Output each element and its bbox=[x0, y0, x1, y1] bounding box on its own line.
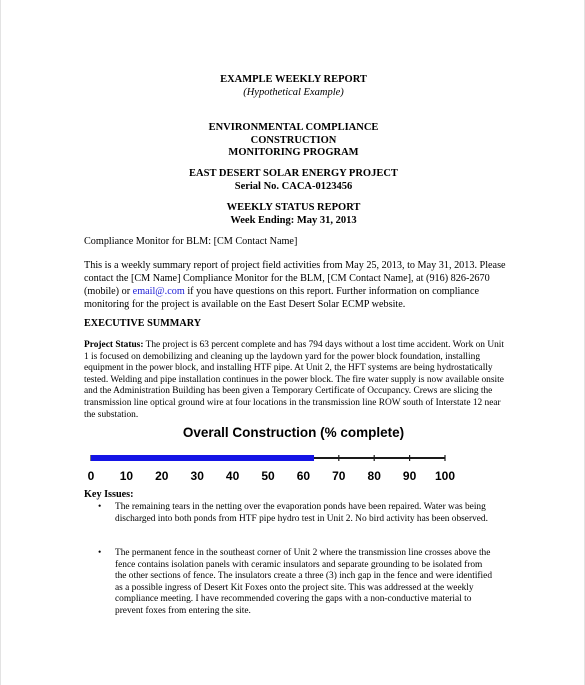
report-title-block bbox=[1, 74, 585, 99]
report-type: WEEKLY STATUS REPORT bbox=[226, 202, 361, 213]
program-line-2: CONSTRUCTION bbox=[250, 134, 337, 146]
key-issue-text: The remaining tears in the netting over the evaporation ponds have been repaired. Water was being discharged into both ponds from HTF pipe hydro test in Unit 2. No bird activity has been observed. bbox=[115, 502, 488, 524]
bullet-icon: • bbox=[98, 502, 102, 512]
week-ending: Week Ending: May 31, 2013 bbox=[230, 214, 357, 226]
chart-tick-label: 0 bbox=[87, 469, 95, 483]
program-title-block bbox=[1, 122, 585, 160]
progress-chart bbox=[87, 448, 457, 488]
chart-tick-label: 10 bbox=[119, 469, 134, 483]
email-link[interactable]: email@.com bbox=[132, 286, 185, 297]
report-subtitle: (Hypothetical Example) bbox=[243, 86, 344, 98]
project-name: EAST DESERT SOLAR ENERGY PROJECT bbox=[189, 168, 398, 179]
chart-tick-label: 70 bbox=[332, 469, 346, 483]
project-title-block bbox=[1, 168, 585, 193]
chart-tick-label: 80 bbox=[367, 469, 381, 483]
chart-tick-label: 20 bbox=[155, 469, 169, 483]
program-line-3: MONITORING PROGRAM bbox=[228, 147, 359, 158]
project-status-paragraph bbox=[84, 340, 507, 421]
executive-summary-heading: EXECUTIVE SUMMARY bbox=[84, 318, 202, 329]
serial-number: Serial No. CACA-0123456 bbox=[234, 180, 353, 192]
intro-text-1: This is a weekly summary report of project field activities from May 25, 2013, to May 31, 2013. Please contact the [CM Name] Compliance Monitor for the BLM, [CM Contact Name], at (916) 826-2670 (mobile) or bbox=[84, 260, 506, 297]
chart-tick-label: 60 bbox=[296, 469, 311, 483]
project-status-text: The project is 63 percent complete and has 794 days without a lost time accident. Work on Unit 1 is focused on demobilizing and cleaning up the laydown yard for the power block foundation, installing equipment in the power block, and installing HTF pipe. At Unit 2, the HFT systems are being hydrostatically tested. Welding and pipe installation continues in the power block. The fire water supply is now available onsite and the Administration Building has been given a Temporary Certificate of Occupancy. Crews are slicing the transmission line optical ground wire at four locations in the transmission line ROW south of Interstate 12 near the substation. bbox=[84, 340, 504, 420]
chart-tick-label: 50 bbox=[261, 469, 275, 483]
status-title-block bbox=[1, 202, 585, 227]
compliance-monitor-line: Compliance Monitor for BLM: [CM Contact Name] bbox=[84, 236, 298, 247]
program-line-1: ENVIRONMENTAL COMPLIANCE bbox=[208, 122, 379, 133]
key-issues-heading: Key Issues: bbox=[84, 489, 134, 500]
chart-tick-label: 90 bbox=[402, 469, 417, 483]
chart-title: Overall Construction (% complete) bbox=[182, 425, 405, 440]
intro-paragraph bbox=[84, 259, 514, 311]
chart-tick-label: 40 bbox=[225, 469, 240, 483]
key-issue-text: The permanent fence in the southeast corner of Unit 2 where the transmission line crosses above the fence contains isolation panels with ceramic insulators and separate grounding to be isolated from the other sections of fence. The insulators create a three (3) inch gap in the fence and were identified as a possible ingress of Desert Kit Foxes onto the project site. This was addressed at the weekly compliance meeting. I have recommended covering the gaps with a non-conductive material to prevent foxes from entering the site. bbox=[115, 548, 493, 616]
chart-progress-bar bbox=[91, 455, 314, 461]
project-status-label: Project Status: bbox=[84, 340, 144, 350]
bullet-icon: • bbox=[98, 548, 102, 558]
report-title: EXAMPLE WEEKLY REPORT bbox=[220, 74, 367, 85]
intro-text-2: if you have questions on this report. Further information on compliance monitoring for the project is available on the East Desert Solar ECMP website. bbox=[84, 286, 480, 310]
chart-tick-label: 30 bbox=[190, 469, 204, 483]
chart-tick-label: 100 bbox=[434, 469, 456, 483]
